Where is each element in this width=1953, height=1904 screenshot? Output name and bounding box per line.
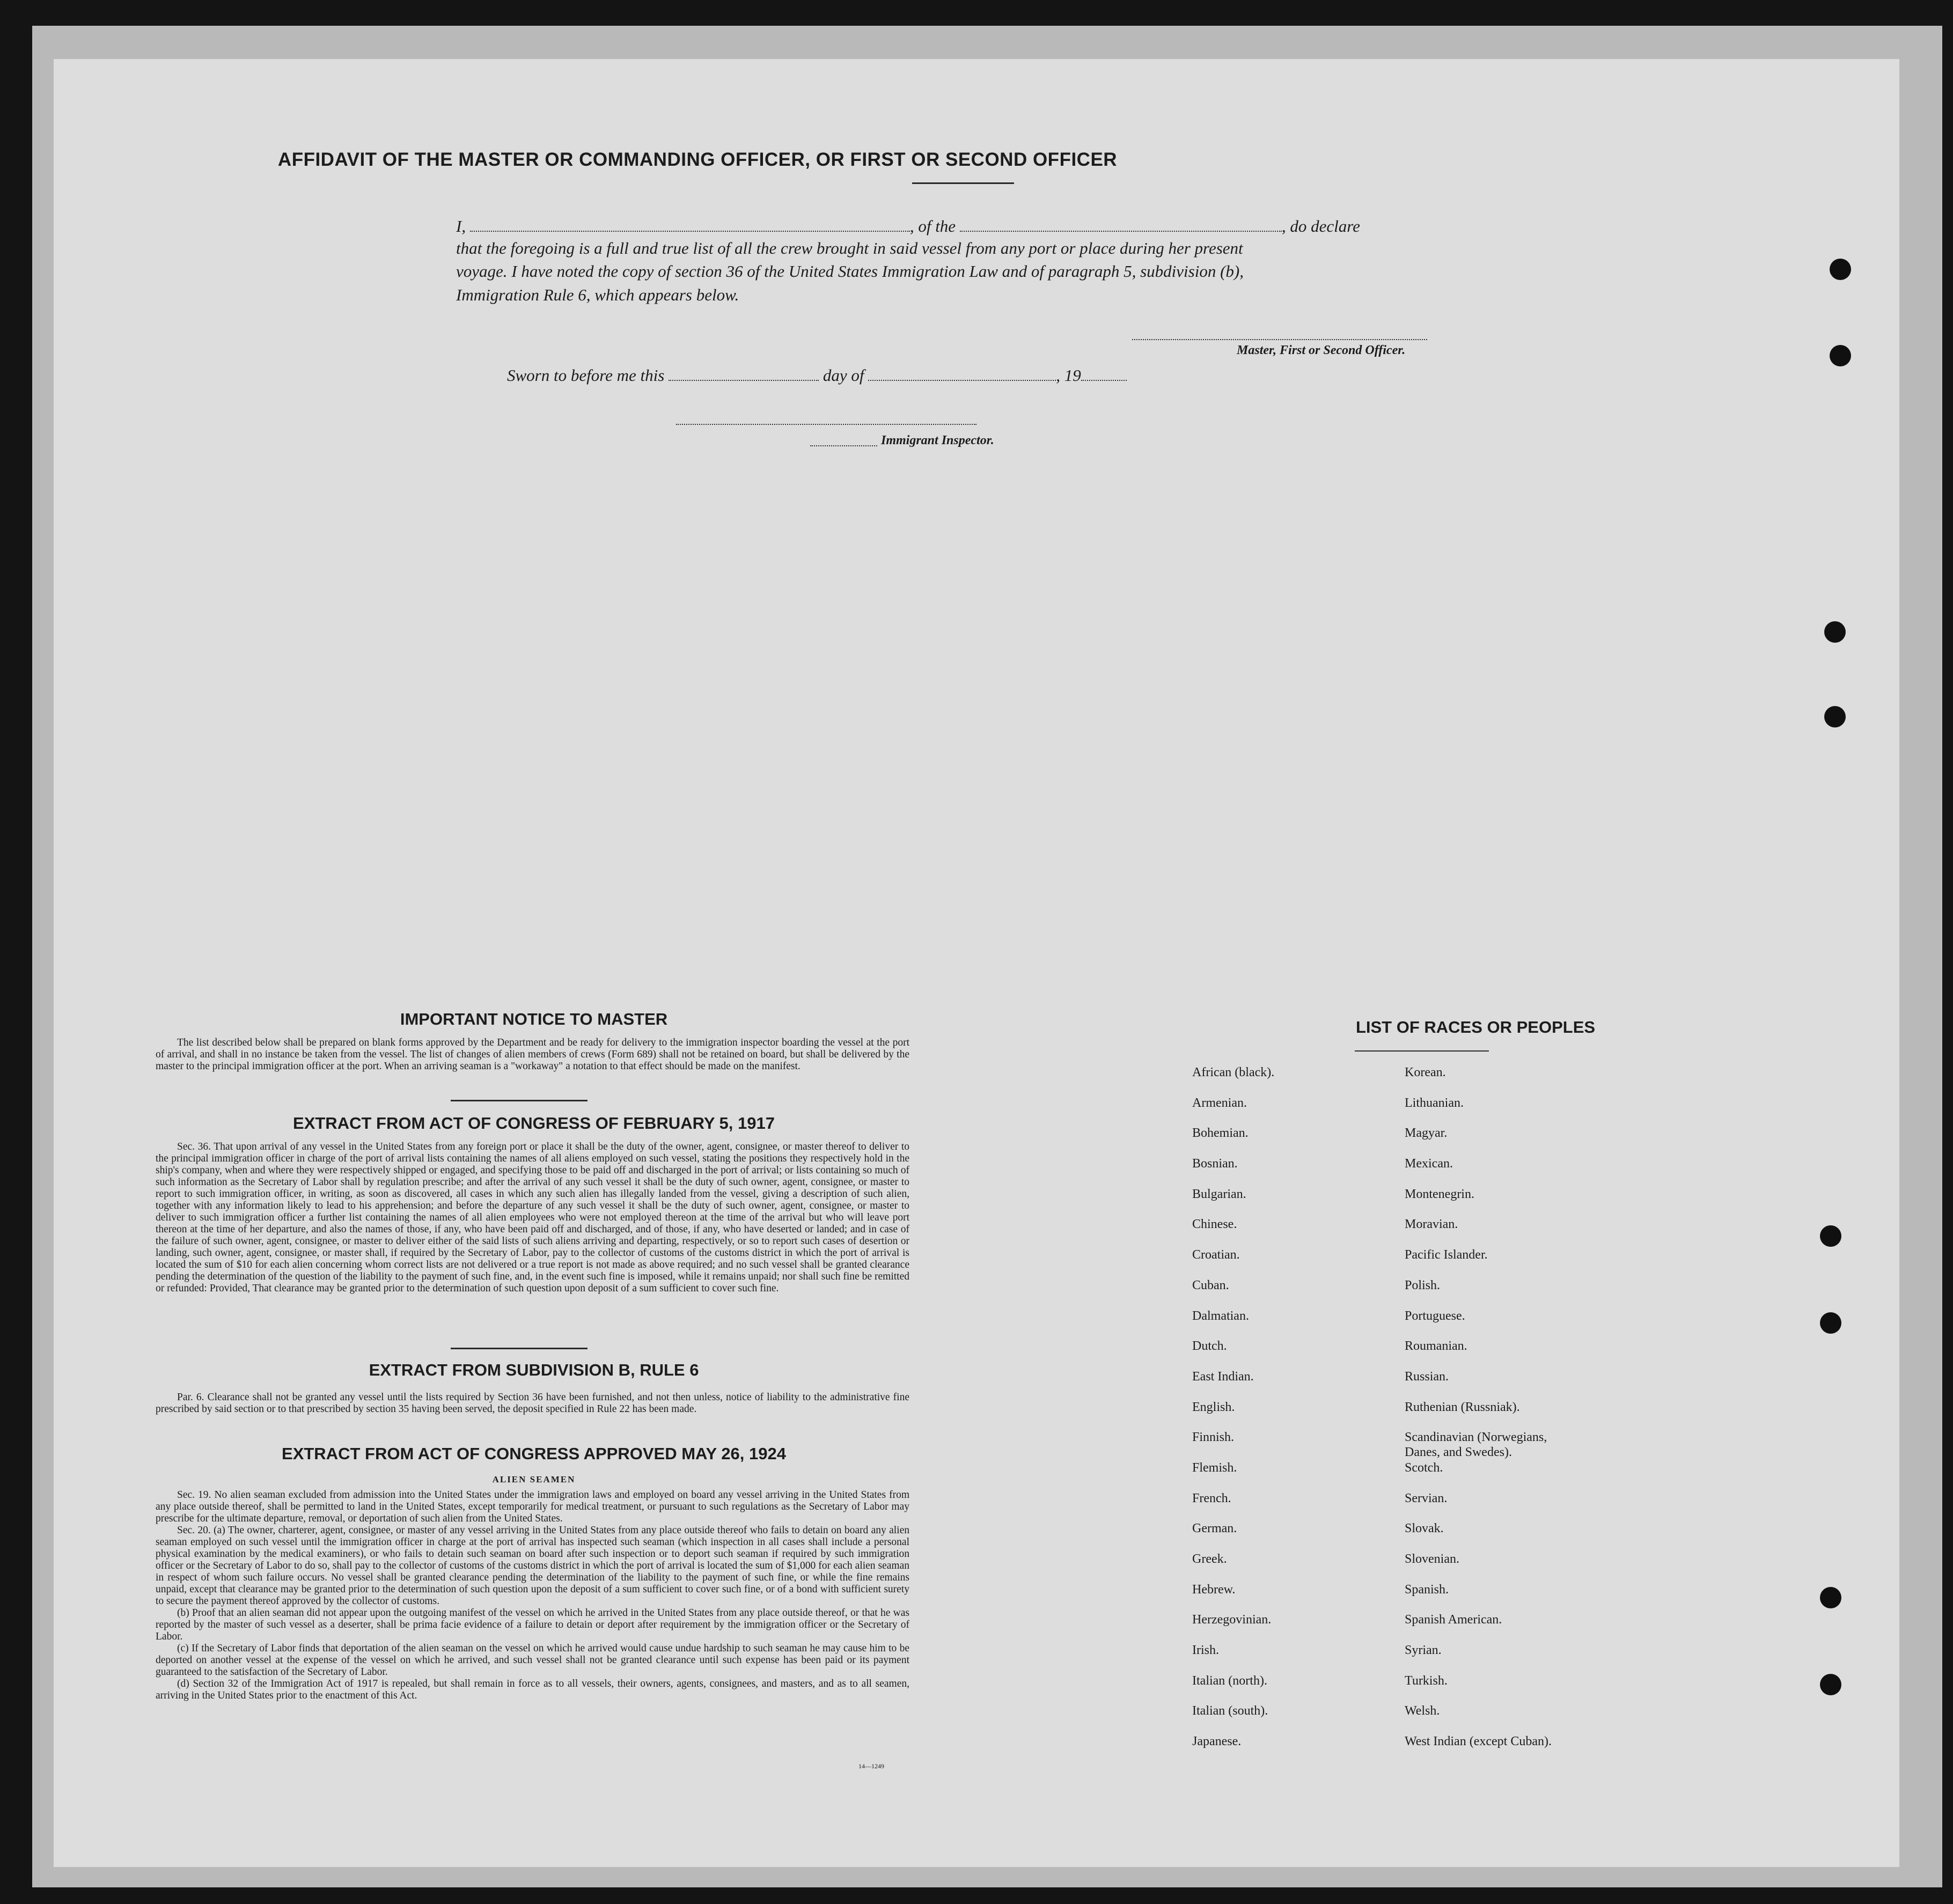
affidavit-of-the: , of the — [909, 217, 956, 236]
notice-text — [156, 1037, 909, 1072]
race-item: Montenegrin. — [1405, 1187, 1474, 1201]
extract-rule6-title: EXTRACT FROM SUBDIVISION B, RULE 6 — [369, 1361, 699, 1379]
binder-hole — [1830, 345, 1851, 366]
notice-title: IMPORTANT NOTICE TO MASTER — [400, 1010, 668, 1028]
binder-hole — [1820, 1674, 1841, 1695]
race-item: Portuguese. — [1405, 1308, 1465, 1323]
race-item: Syrian. — [1405, 1643, 1442, 1658]
affidavit-line-2: that the foregoing is a full and true list of all the crew brought in said vessel from any port or place during her present — [456, 239, 1243, 258]
race-item: Russian. — [1405, 1369, 1449, 1384]
race-item: Italian (south). — [1192, 1704, 1268, 1718]
race-item: French. — [1192, 1491, 1231, 1505]
name-blank[interactable] — [470, 217, 910, 232]
race-item: Armenian. — [1192, 1096, 1247, 1110]
alien-seamen-subhead: ALIEN SEAMEN — [492, 1474, 576, 1484]
section-divider — [451, 1100, 588, 1101]
race-item: Herzegovinian. — [1192, 1613, 1272, 1627]
race-item: Italian (north). — [1192, 1673, 1267, 1688]
extract-1924-sec19: Sec. 19. No alien seaman excluded from admission into the United States under the immigration laws and employed on board any vessel arriving in the United States from any place outside thereof, shall be permitted to land in the United States, except temporarily for medical treatment, or pursuant to such regulations as the Secretary of Labor may prescribe for the ultimate departure, removal, or deportation of such alien from the United States. — [156, 1489, 909, 1524]
affidavit-i: I, — [456, 217, 466, 236]
extract-rule6-paragraph: Par. 6. Clearance shall not be granted any vessel until the lists required by Section 36 have been furnished, and not then unless, notice of liability to the administrative fine prescribed by said section or to that prescribed by section 35 having been served, the deposit specified in Rule 22 has been made. — [156, 1392, 909, 1415]
race-item: Cuban. — [1192, 1278, 1229, 1292]
race-item: African (black). — [1192, 1065, 1275, 1079]
title-divider — [912, 182, 1014, 184]
races-left-column — [1192, 1065, 1274, 1765]
sworn-line — [456, 365, 1475, 386]
race-item: Pacific Islander. — [1405, 1248, 1488, 1262]
sworn-day-blank[interactable] — [669, 366, 819, 381]
inspector-signature-dots — [810, 445, 877, 446]
race-item: West Indian (except Cuban). — [1405, 1734, 1552, 1749]
extract-1917-text — [156, 1141, 909, 1295]
vessel-blank[interactable] — [960, 217, 1282, 232]
race-item: English. — [1192, 1400, 1235, 1414]
binder-hole — [1820, 1225, 1841, 1247]
race-item: Irish. — [1192, 1643, 1219, 1658]
extract-1917-title: EXTRACT FROM ACT OF CONGRESS OF FEBRUARY 5, 1917 — [293, 1114, 775, 1133]
race-item: Flemish. — [1192, 1460, 1237, 1475]
race-item: German. — [1192, 1521, 1237, 1536]
affidavit-line-1 — [456, 216, 1475, 237]
race-item: East Indian. — [1192, 1369, 1254, 1384]
race-item: Dutch. — [1192, 1339, 1227, 1354]
extract-1924-sec20c: (c) If the Secretary of Labor finds that deportation of the alien seaman on the vessel on which he arrived would cause undue hardship to such seaman he may cause him to be deported on another vessel at the expense of the vessel on which he arrived, and such vessel shall not be granted clearance until such expense has been paid or its payment guaranteed to the satisfaction of the Secretary of Labor. — [156, 1643, 909, 1678]
race-item: Finnish. — [1192, 1430, 1235, 1445]
race-item: Greek. — [1192, 1552, 1227, 1566]
affidavit-declare: , do declare — [1281, 217, 1360, 236]
sworn-year-blank[interactable] — [1081, 366, 1127, 381]
sworn-day-of: day of — [823, 366, 864, 385]
race-item: Spanish American. — [1405, 1613, 1502, 1627]
race-item: Korean. — [1405, 1065, 1446, 1079]
affidavit-line-4: Immigration Rule 6, which appears below. — [456, 285, 739, 304]
sworn-month-blank[interactable] — [868, 366, 1056, 381]
race-item: Bulgarian. — [1192, 1187, 1246, 1201]
binder-hole — [1820, 1312, 1841, 1334]
race-item: Turkish. — [1405, 1673, 1448, 1688]
race-item: Lithuanian. — [1405, 1096, 1464, 1110]
notice-paragraph: The list described below shall be prepared on blank forms approved by the Department and be ready for delivery to the immigration inspector boarding the vessel at the port of arrival, and shall in no instance be taken from the vessel. The list of changes of alien members of crews (Form 689) shall not be retained on board, but shall be delivered by the master to the principal immigration officer at the port. When an arriving seaman is a "workaway" a notation to that effect should be made on the manifest. — [156, 1037, 909, 1072]
race-item: Scandinavian (Norwegians, Danes, and Swedes). — [1405, 1430, 1547, 1460]
race-item: Spanish. — [1405, 1582, 1449, 1597]
binder-hole — [1830, 259, 1851, 280]
race-item: Welsh. — [1405, 1704, 1440, 1718]
extract-1924-title: EXTRACT FROM ACT OF CONGRESS APPROVED MAY 26, 1924 — [282, 1444, 786, 1463]
extract-rule6-text — [156, 1392, 909, 1415]
race-item: Bohemian. — [1192, 1126, 1249, 1141]
race-item: Chinese. — [1192, 1217, 1237, 1232]
master-signature-line[interactable] — [1132, 339, 1427, 340]
inspector-signature-line[interactable] — [676, 424, 976, 425]
race-item: Moravian. — [1405, 1217, 1458, 1232]
races-divider — [1355, 1050, 1489, 1052]
race-item: Dalmatian. — [1192, 1308, 1249, 1323]
race-item: Roumanian. — [1405, 1339, 1467, 1354]
extract-1924-sec20d: (d) Section 32 of the Immigration Act of 1917 is repealed, but shall remain in force as to all vessels, their owners, agents, consignees, and masters, and as to all seamen, arriving in the United States prior to the enactment of this Act. — [156, 1678, 909, 1701]
binder-hole — [1820, 1587, 1841, 1608]
extract-1924-sec20a: Sec. 20. (a) The owner, charterer, agent, consignee, or master of any vessel arriving in the United States from any place outside thereof who fails to detain on board any alien seaman employed on such vessel until the immigration officer in charge at the port of arrival has inspected such seaman (which inspection in all cases shall include a personal physical examination by the medical examiners), or who fails to detain such seaman on board after such inspection or to deport such seaman if required by such immigration officer or the Secretary of Labor to do so, shall pay to the collector of customs of the customs district in which the port of arrival is located the sum of $1,000 for each alien seaman in respect of whom such failure occurs. No vessel shall be granted clearance pending the determination of the liability to the payment of such fine, or while the fine remains unpaid, except that clearance may be granted prior to the determination of such question upon the deposit of a sum sufficient to cover such fine, or of a bond with sufficient surety to secure the payment thereof approved by the collector of customs. — [156, 1525, 909, 1607]
race-item: Croatian. — [1192, 1248, 1240, 1262]
race-item: Polish. — [1405, 1278, 1441, 1292]
race-item: Bosnian. — [1192, 1157, 1238, 1171]
race-item: Hebrew. — [1192, 1582, 1236, 1597]
race-item: Slovenian. — [1405, 1552, 1459, 1566]
binder-hole — [1824, 621, 1846, 643]
races-title: LIST OF RACES OR PEOPLES — [1355, 1018, 1596, 1036]
extract-1917-paragraph: Sec. 36. That upon arrival of any vessel in the United States from any foreign port or place it shall be the duty of the owner, agent, consignee, or master thereof to deliver to the principal immigration officer in charge of the port of arrival lists containing the names of all aliens employed on such vessel, stating the positions they respectively hold in the ship's company, when and where they were respectively shipped or engaged, and specifying those to be paid off and discharged in the port of arrival; or lists containing so much of such information as the Secretary of Labor shall by regulation prescribe; and after the arrival of any such vessel it shall be the duty of such owner, agent, consignee, or master to report to such immigration officer, in writing, as soon as discovered, all cases in which any such alien has illegally landed from the vessel, giving a description of such alien, together with any information likely to lead to his apprehension; and before the departure of any such vessel it shall be the duty of such owner, agent, consignee, or master to deliver to such immigration officer a further list containing the names of all alien employees who were not employed thereon at the time of the arrival but who will leave port thereon at the time of her departure, and also the names of those, if any, who have been paid off and discharged, and of those, if any, who have deserted or landed; and in case of the failure of such owner, agent, consignee, or master to deliver either of the said lists of such aliens arriving and departing, respectively, or so to report such cases of desertion or landing, such owner, agent, consignee, or master shall, if required by the Secretary of Labor, pay to the collector of customs of the customs district in which the port of arrival is located the sum of $10 for each alien concerning whom correct lists are not delivered or a true report is not made as above required; and no such vessel shall be granted clearance pending the determination of the question of the liability to the payment of such fine, and, in the event such fine is imposed, while it remains unpaid; nor shall such fine be remitted or refunded: Provided, That clearance may be granted prior to the determination of such question upon deposit of a sum sufficient to cover such fine. — [156, 1141, 909, 1294]
sworn-prefix: Sworn to before me this — [507, 366, 665, 385]
section-divider — [451, 1348, 588, 1349]
extract-1924-text — [156, 1489, 909, 1702]
race-item: Scotch. — [1405, 1460, 1443, 1475]
races-right-column — [1405, 1065, 1552, 1765]
race-item: Slovak. — [1405, 1521, 1444, 1536]
extract-1924-sec20b: (b) Proof that an alien seaman did not appear upon the outgoing manifest of the vessel on which he arrived in the United States from any place outside thereof, or that he was reported by the master of such vessel as a deserter, shall be prima facie evidence of a failure to detain or deport after requirement by the immigration officer or the Secretary of Labor. — [156, 1607, 909, 1642]
binder-hole — [1824, 706, 1846, 727]
race-item: Mexican. — [1405, 1157, 1453, 1171]
race-item: Japanese. — [1192, 1734, 1242, 1749]
inspector-label: Immigrant Inspector. — [881, 433, 994, 447]
master-signature-label: Master, First or Second Officer. — [1237, 343, 1406, 357]
race-item: Servian. — [1405, 1491, 1448, 1505]
race-item: Ruthenian (Russniak). — [1405, 1400, 1520, 1414]
race-item: Magyar. — [1405, 1126, 1448, 1141]
affidavit-line-3: voyage. I have noted the copy of section 36 of the United States Immigration Law and of paragraph 5, subdivision (b), — [456, 262, 1244, 281]
affidavit-title: AFFIDAVIT OF THE MASTER OR COMMANDING OFFICER, OR FIRST OR SECOND OFFICER — [277, 149, 1118, 170]
form-number: 14—1249 — [858, 1762, 884, 1770]
sworn-year: , 19 — [1056, 366, 1081, 385]
